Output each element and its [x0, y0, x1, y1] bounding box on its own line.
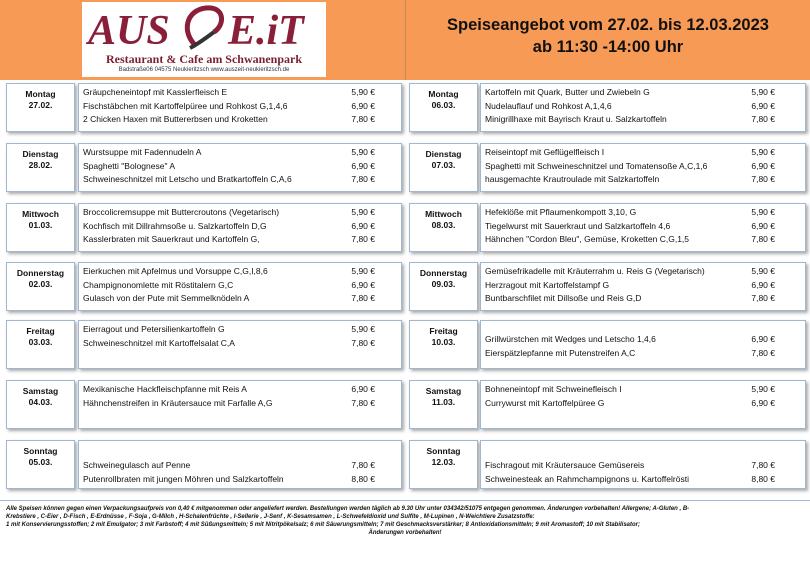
dish-name: 2 Chicken Haxen mit Buttererbsen und Kroketten [83, 114, 268, 124]
dish-name: Gräupcheneintopf mit Kasslerfleisch E [83, 87, 228, 97]
day-date: 28.02. [28, 160, 53, 170]
menu-items-box [480, 262, 806, 311]
day-date: 10.03. [431, 337, 456, 347]
dish-price: 7,80 € [351, 293, 375, 303]
menu-title-hours: ab 11:30 -14:00 Uhr [532, 38, 684, 56]
dish-price: 8,80 € [351, 473, 375, 484]
dish-name: Currywurst mit Kartoffelpüree G [485, 397, 605, 408]
dish-name: Reiseintopf mit Geflügelfleisch I [485, 147, 605, 157]
footer-line-3: 1 mit Konservierungsstoffen; 2 mit Emulgator; 3 mit Farbstoff; 4 mit Süßungsmitteln; 5 mit Nitritpökelsalz; 6 mit Säuerungsmitteln; 7 mit Geschmacksverstärker; 8 Antioxidationsmitteln; 9 mit Aromastoff; 10 mit Stabilisator; [6, 522, 641, 528]
dish-price: 5,90 € [351, 207, 375, 217]
day-label [6, 320, 75, 369]
dish-price: 6,90 € [351, 160, 375, 171]
dish-name: Kochfisch mit Dillrahmsoße u. Salzkartoffeln D,G [83, 220, 267, 231]
dish-price: 7,80 € [751, 460, 775, 470]
dish-name: Bohneneintopf mit Schweinefleisch I [485, 384, 622, 394]
day-name: Sonntag [23, 446, 58, 456]
footer-line-1: Alle Speisen können gegen einen Verpackungsaufpreis von 0,40 € mitgenommen oder angeliefert werden. Bestellungen werden täglich ab 9.30 Uhr unter 034342/51075 entgegen genommen. Änderungen vorbehalten! Allergene; A-Gluten , B- [6, 506, 690, 512]
dish-name: Minigrillhaxe mit Bayrisch Kraut u. Salzkartoffeln [485, 114, 667, 124]
day-label [409, 440, 478, 489]
footer-line-4: Änderungen vorbehalten! [368, 530, 442, 536]
day-date: 11.03. [431, 397, 456, 407]
day-date: 09.03. [431, 279, 456, 289]
dish-price: 7,80 € [351, 397, 375, 408]
menu-items-box [480, 83, 806, 132]
dish-price: 5,90 € [751, 266, 775, 276]
dish-price: 5,90 € [751, 147, 775, 157]
restaurant-logo [82, 2, 326, 77]
dish-price: 5,90 € [751, 384, 775, 394]
dish-name: Tiegelwurst mit Sauerkraut und Salzkartoffeln 4,6 [485, 220, 671, 231]
dish-price: 7,80 € [751, 293, 775, 303]
dish-price: 6,90 € [751, 160, 775, 171]
dish-name: Gemüsefrikadelle mit Kräuterrahm u. Reis G (Vegetarisch) [485, 266, 705, 276]
menu-items-box [480, 380, 806, 429]
dish-price: 7,80 € [351, 337, 375, 348]
dish-name: Schweinegulasch auf Penne [83, 460, 191, 470]
dish-name: Kartoffeln mit Quark, Butter und Zwiebeln G [485, 87, 650, 97]
dish-price: 6,90 € [751, 279, 775, 290]
day-name: Samstag [425, 386, 462, 396]
dish-name: Herzragout mit Kartoffelstampf G [485, 279, 610, 290]
menu-items-box [78, 203, 402, 252]
day-name: Montag [428, 89, 459, 99]
dish-name: Schweineschnitzel mit Kartoffelsalat C,A [83, 337, 235, 348]
dish-name: hausgemachte Krautroulade mit Salzkartoffeln [485, 174, 660, 184]
dish-name: Schweineschnitzel mit Letscho und Bratkartoffeln C,A,6 [83, 174, 292, 184]
day-name: Freitag [429, 326, 458, 336]
dish-name: Hähnchenstreifen in Kräutersauce mit Farfalle A,G [83, 397, 273, 408]
dish-price: 5,90 € [351, 87, 375, 97]
day-label [6, 380, 75, 429]
dish-price: 6,90 € [351, 384, 375, 394]
dish-price: 7,80 € [351, 234, 375, 244]
menu-items-box [480, 143, 806, 192]
dish-price: 6,90 € [751, 100, 775, 111]
footer-line-2: Krebstiere , C-Eier , D-Fisch , E-Erdnüsse , F-Soja , G-Milch , H-Schalenfrüchte , I-Sellerie , J-Senf , K-Sesamsamen , L-Schwefeldioxid und Sulfite , M-Lupinen , N-Weichtiere Zusatzstoffe: [6, 514, 535, 520]
dish-name: Mexikanische Hackfleischpfanne mit Reis A [83, 384, 247, 394]
menu-title [406, 14, 810, 58]
dish-price: 6,90 € [351, 220, 375, 231]
day-label [409, 203, 478, 252]
day-label [6, 203, 75, 252]
dish-price: 7,80 € [351, 460, 375, 470]
day-name: Mittwoch [22, 209, 59, 219]
day-date: 02.03. [28, 279, 53, 289]
dish-name: Buntbarschfilet mit Dillsoße und Reis G,D [485, 293, 642, 303]
day-name: Sonntag [426, 446, 461, 456]
dish-name: Fischstäbchen mit Kartoffelpüree und Rohkost G,1,4,6 [83, 100, 288, 111]
day-name: Samstag [22, 386, 59, 396]
day-date: 27.02. [28, 100, 53, 110]
dish-price: 5,90 € [351, 147, 375, 157]
dish-price: 5,90 € [751, 87, 775, 97]
dish-name: Eierkuchen mit Apfelmus und Vorsuppe C,G,I,8,6 [83, 266, 268, 276]
day-label [6, 440, 75, 489]
dish-name: Wurstsuppe mit Fadennudeln A [83, 147, 202, 157]
dish-price: 5,90 € [351, 266, 375, 276]
svg-text:AUS: AUS [88, 8, 170, 52]
day-label [409, 320, 478, 369]
menu-items-box [480, 203, 806, 252]
day-date: 08.03. [431, 220, 456, 230]
dish-name: Gulasch von der Pute mit Semmelknödeln A [83, 293, 250, 303]
dish-price: 7,80 € [351, 174, 375, 184]
day-name: Freitag [26, 326, 55, 336]
day-label [6, 83, 75, 132]
dish-name: Hähnchen "Cordon Bleu", Gemüse, Kroketten C,G,1,5 [485, 234, 690, 244]
day-label [409, 83, 478, 132]
menu-items-box [78, 143, 402, 192]
day-date: 04.03. [28, 397, 53, 407]
day-label [409, 143, 478, 192]
day-date: 05.03. [28, 457, 53, 467]
menu-items-box [78, 83, 402, 132]
day-date: 03.03. [28, 337, 53, 347]
day-date: 06.03. [431, 100, 456, 110]
day-name: Dienstag [425, 149, 462, 159]
day-name: Dienstag [22, 149, 59, 159]
menu-items-box [78, 440, 402, 489]
footer-notes [0, 500, 810, 565]
day-name: Donnerstag [16, 268, 65, 278]
day-date: 12.03. [431, 457, 456, 467]
day-date: 01.03. [28, 220, 53, 230]
dish-name: Broccolicremsuppe mit Buttercroutons (Vegetarisch) [83, 207, 280, 217]
dish-name: Champignonomlette mit Röstitalern G,C [83, 279, 234, 290]
menu-items-box [480, 440, 806, 489]
menu-items-box [78, 262, 402, 311]
day-name: Mittwoch [425, 209, 462, 219]
dish-name: Fischragout mit Kräutersauce Gemüsereis [485, 460, 645, 470]
dish-name: Kasslerbraten mit Sauerkraut und Kartoffeln G, [83, 234, 260, 244]
dish-price: 7,80 € [351, 114, 375, 124]
menu-items-box [480, 320, 806, 369]
day-date: 07.03. [431, 160, 456, 170]
logo-wordmark [86, 2, 322, 52]
day-label [409, 262, 478, 311]
dish-price: 7,80 € [751, 114, 775, 124]
day-label [409, 380, 478, 429]
day-label [6, 143, 75, 192]
logo-subtitle: Restaurant & Cafe am Schwanenpark [106, 52, 302, 66]
svg-text:E.iT: E.iT [228, 8, 304, 52]
dish-price: 7,80 € [751, 234, 775, 244]
dish-name: Hefeklöße mit Pflaumenkompott 3,10, G [485, 207, 637, 217]
dish-name: Nudelauflauf und Rohkost A,1,4,6 [485, 100, 612, 111]
day-name: Montag [25, 89, 56, 99]
dish-name: Grillwürstchen mit Wedges und Letscho 1,4,6 [485, 334, 656, 344]
dish-price: 5,90 € [351, 324, 375, 334]
dish-price: 7,80 € [751, 174, 775, 184]
day-name: Donnerstag [419, 268, 468, 278]
dish-name: Spaghetti mit Schweineschnitzel und Tomatensoße A,C,1,6 [485, 160, 708, 171]
dish-name: Spaghetti "Bolognese" A [83, 160, 176, 171]
dish-name: Eierragout und Petersilienkartoffeln G [83, 324, 225, 334]
dish-price: 6,90 € [751, 334, 775, 344]
dish-price: 6,90 € [751, 220, 775, 231]
dish-price: 8,80 € [751, 473, 775, 484]
logo-address: Badstraße06 04575 Neukieritzsch www.auszeit-neukieritzsch.de [118, 67, 290, 73]
dish-name: Eierspätzlepfanne mit Putenstreifen A,C [485, 347, 636, 358]
dish-name: Schweinesteak an Rahmchampignons u. Kartoffelrösti [485, 473, 689, 484]
day-label [6, 262, 75, 311]
menu-items-box [78, 380, 402, 429]
menu-items-box [78, 320, 402, 369]
menu-title-dates: Speiseangebot vom 27.02. bis 12.03.2023 [447, 16, 769, 34]
dish-price: 7,80 € [751, 347, 775, 358]
dish-price: 5,90 € [751, 207, 775, 217]
dish-price: 6,90 € [351, 279, 375, 290]
dish-price: 6,90 € [351, 100, 375, 111]
dish-price: 6,90 € [751, 397, 775, 408]
dish-name: Putenrollbraten mit jungen Möhren und Salzkartoffeln [83, 473, 284, 484]
